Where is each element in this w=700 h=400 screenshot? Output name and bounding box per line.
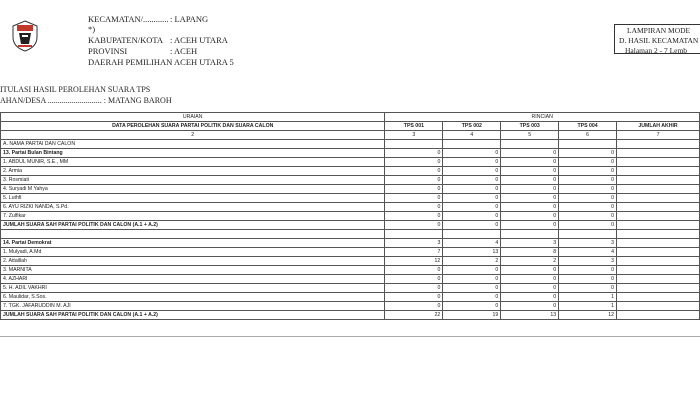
candidate-row xyxy=(1,185,700,194)
total-row xyxy=(1,221,700,230)
kecamatan-label: KECAMATAN/............ xyxy=(88,14,169,24)
candidate-row xyxy=(1,158,700,167)
vote-cell: 0 xyxy=(443,203,501,212)
lampiran-box xyxy=(614,24,700,54)
total-label: JUMLAH SUARA SAH PARTAI POLITIK DAN CALON (A.1 + A.2) xyxy=(1,221,385,230)
page-divider xyxy=(0,336,700,337)
kabupaten-label: KABUPATEN/KOTA xyxy=(88,35,164,45)
col-number: 2 xyxy=(1,131,385,140)
vote-cell xyxy=(617,266,700,275)
candidate-name: 5. H. ADIL VAKHRI xyxy=(1,284,385,293)
candidate-name: 4. AZHARI xyxy=(1,275,385,284)
candidate-row xyxy=(1,257,700,266)
vote-cell xyxy=(617,248,700,257)
vote-cell: 4 xyxy=(443,239,501,248)
section-a-row xyxy=(1,140,700,149)
lampiran-line3: Halaman 2 - 7 Lemb xyxy=(625,46,688,54)
vote-cell: 0 xyxy=(385,158,443,167)
col-number: 3 xyxy=(385,131,443,140)
vote-cell: 0 xyxy=(501,302,559,311)
party-row xyxy=(1,149,700,158)
vote-cell: 0 xyxy=(559,203,617,212)
vote-cell: 0 xyxy=(443,266,501,275)
vote-cell: 0 xyxy=(443,194,501,203)
total-cell: 0 xyxy=(559,221,617,230)
vote-cell: 0 xyxy=(559,167,617,176)
vote-cell: 8 xyxy=(501,248,559,257)
candidate-row xyxy=(1,203,700,212)
col-header-tps002: TPS 002 xyxy=(443,122,501,131)
table-subheader-row xyxy=(1,122,700,131)
vote-cell: 0 xyxy=(559,275,617,284)
candidate-name: 3. Rosmiati xyxy=(1,176,385,185)
total-cell: 22 xyxy=(385,311,443,320)
vote-cell: 0 xyxy=(443,275,501,284)
vote-cell: 0 xyxy=(501,194,559,203)
column-number-row xyxy=(1,131,700,140)
total-row xyxy=(1,311,700,320)
candidate-name: 4. Suryadi M Yahya xyxy=(1,185,385,194)
vote-cell: 0 xyxy=(559,284,617,293)
vote-cell: 4 xyxy=(559,248,617,257)
footnote-mark: *) xyxy=(88,24,96,34)
kabupaten-value: : ACEH UTARA xyxy=(170,35,228,45)
total-cell: 12 xyxy=(559,311,617,320)
col-number: 6 xyxy=(559,131,617,140)
section-a-label: A. NAMA PARTAI DAN CALON xyxy=(1,140,385,149)
vote-cell xyxy=(617,302,700,311)
vote-cell: 0 xyxy=(443,185,501,194)
candidate-name: 5. Luthfi xyxy=(1,194,385,203)
col-header-tps004: TPS 004 xyxy=(559,122,617,131)
vote-cell: 3 xyxy=(385,239,443,248)
vote-cell: 0 xyxy=(443,167,501,176)
candidate-name: 6. Maulidar, S.Sos. xyxy=(1,293,385,302)
doc-title: ITULASI HASIL PEROLEHAN SUARA TPS xyxy=(0,85,151,94)
provinsi-label: PROVINSI xyxy=(88,46,128,56)
vote-cell: 0 xyxy=(501,176,559,185)
vote-cell: 0 xyxy=(443,176,501,185)
candidate-row xyxy=(1,302,700,311)
total-cell xyxy=(617,221,700,230)
vote-cell: 3 xyxy=(501,239,559,248)
vote-cell: 0 xyxy=(559,158,617,167)
candidate-name: 1. Mulyadi, A.Md xyxy=(1,248,385,257)
party-row xyxy=(1,239,700,248)
kpu-logo xyxy=(12,20,38,52)
col-number: 5 xyxy=(501,131,559,140)
candidate-row xyxy=(1,284,700,293)
spacer-row xyxy=(1,230,700,239)
vote-cell: 3 xyxy=(559,239,617,248)
vote-cell: 0 xyxy=(385,203,443,212)
col-number: 4 xyxy=(443,131,501,140)
vote-cell: 0 xyxy=(559,194,617,203)
vote-cell: 0 xyxy=(385,194,443,203)
vote-table xyxy=(0,112,700,320)
total-cell: 19 xyxy=(443,311,501,320)
candidate-row xyxy=(1,194,700,203)
vote-cell: 0 xyxy=(501,185,559,194)
vote-cell: 0 xyxy=(385,185,443,194)
vote-cell: 0 xyxy=(385,293,443,302)
vote-cell xyxy=(617,293,700,302)
dapil-label: DAERAH PEMILIHAN xyxy=(88,57,173,67)
candidate-name: 2. Attaillah xyxy=(1,257,385,266)
vote-cell: 0 xyxy=(385,149,443,158)
total-cell xyxy=(617,311,700,320)
vote-cell: 1 xyxy=(559,293,617,302)
candidate-name: 2. Armia xyxy=(1,167,385,176)
vote-cell: 0 xyxy=(443,302,501,311)
vote-cell: 0 xyxy=(385,284,443,293)
vote-cell: 0 xyxy=(501,266,559,275)
vote-cell: 0 xyxy=(443,293,501,302)
vote-cell: 0 xyxy=(443,149,501,158)
lampiran-line2: D. HASIL KECAMATAN xyxy=(619,36,699,45)
vote-cell: 13 xyxy=(443,248,501,257)
candidate-row xyxy=(1,293,700,302)
candidate-row xyxy=(1,275,700,284)
table-header-row xyxy=(1,113,700,122)
vote-cell: 0 xyxy=(501,149,559,158)
vote-cell: 0 xyxy=(559,176,617,185)
vote-cell: 0 xyxy=(385,275,443,284)
total-cell: 0 xyxy=(443,221,501,230)
uraian-header: URAIAN xyxy=(1,113,385,122)
dapil-value: : ACEH UTARA 5 xyxy=(170,57,234,67)
vote-cell: 2 xyxy=(443,257,501,266)
vote-cell xyxy=(617,194,700,203)
vote-cell: 7 xyxy=(385,248,443,257)
candidate-row xyxy=(1,266,700,275)
vote-cell: 2 xyxy=(501,257,559,266)
provinsi-value: : ACEH xyxy=(170,46,198,56)
total-cell: 0 xyxy=(501,221,559,230)
vote-cell xyxy=(617,275,700,284)
vote-cell xyxy=(617,212,700,221)
kecamatan-value: : LAPANG xyxy=(170,14,209,24)
col-number: 7 xyxy=(617,131,700,140)
candidate-name: 6. AYU RIZKI NANDA, S.Pd. xyxy=(1,203,385,212)
desa-line: AHAN/DESA ........................... : MATANG BAROH xyxy=(0,96,172,105)
total-cell: 0 xyxy=(385,221,443,230)
vote-cell: 0 xyxy=(443,212,501,221)
vote-cell: 0 xyxy=(559,212,617,221)
vote-cell xyxy=(617,284,700,293)
party-name: 14. Partai Demokrat xyxy=(1,239,385,248)
col-header-tps001: TPS 001 xyxy=(385,122,443,131)
vote-cell: 3 xyxy=(559,257,617,266)
vote-cell: 1 xyxy=(559,302,617,311)
candidate-name: 1. ABDUL MUNIR, S.E., MM xyxy=(1,158,385,167)
party-name: 13. Partai Bulan Bintang xyxy=(1,149,385,158)
vote-cell: 0 xyxy=(501,203,559,212)
vote-cell: 0 xyxy=(501,284,559,293)
vote-cell: 0 xyxy=(501,167,559,176)
candidate-row xyxy=(1,212,700,221)
col-header-jumlah: JUMLAH AKHIR xyxy=(617,122,700,131)
candidate-row xyxy=(1,167,700,176)
vote-cell xyxy=(617,239,700,248)
vote-cell: 0 xyxy=(385,167,443,176)
vote-cell: 0 xyxy=(501,275,559,284)
vote-cell xyxy=(617,257,700,266)
candidate-row xyxy=(1,176,700,185)
vote-cell: 12 xyxy=(385,257,443,266)
vote-cell xyxy=(617,167,700,176)
vote-cell: 0 xyxy=(385,212,443,221)
vote-cell xyxy=(617,149,700,158)
candidate-name: 7. Zulfikar xyxy=(1,212,385,221)
vote-cell xyxy=(617,203,700,212)
total-cell: 13 xyxy=(501,311,559,320)
col-header-tps003: TPS 003 xyxy=(501,122,559,131)
lampiran-line1: LAMPIRAN MODE xyxy=(627,26,691,35)
vote-cell: 0 xyxy=(501,212,559,221)
candidate-name: 3. MARNITA xyxy=(1,266,385,275)
vote-cell: 0 xyxy=(559,266,617,275)
vote-cell xyxy=(617,185,700,194)
vote-cell: 0 xyxy=(385,266,443,275)
vote-cell: 0 xyxy=(501,293,559,302)
vote-cell: 0 xyxy=(559,185,617,194)
vote-cell: 0 xyxy=(501,158,559,167)
vote-cell xyxy=(617,158,700,167)
candidate-name: 7. TGK. JAFARUDDIN M. AJI xyxy=(1,302,385,311)
vote-cell xyxy=(617,176,700,185)
vote-cell: 0 xyxy=(385,176,443,185)
candidate-row xyxy=(1,248,700,257)
vote-cell: 0 xyxy=(443,284,501,293)
vote-cell: 0 xyxy=(443,158,501,167)
total-label: JUMLAH SUARA SAH PARTAI POLITIK DAN CALON (A.1 + A.2) xyxy=(1,311,385,320)
vote-cell: 0 xyxy=(559,149,617,158)
rincian-header: RINCIAN xyxy=(385,113,700,122)
subheader-cell: DATA PEROLEHAN SUARA PARTAI POLITIK DAN SUARA CALON xyxy=(1,122,385,131)
vote-cell: 0 xyxy=(385,302,443,311)
